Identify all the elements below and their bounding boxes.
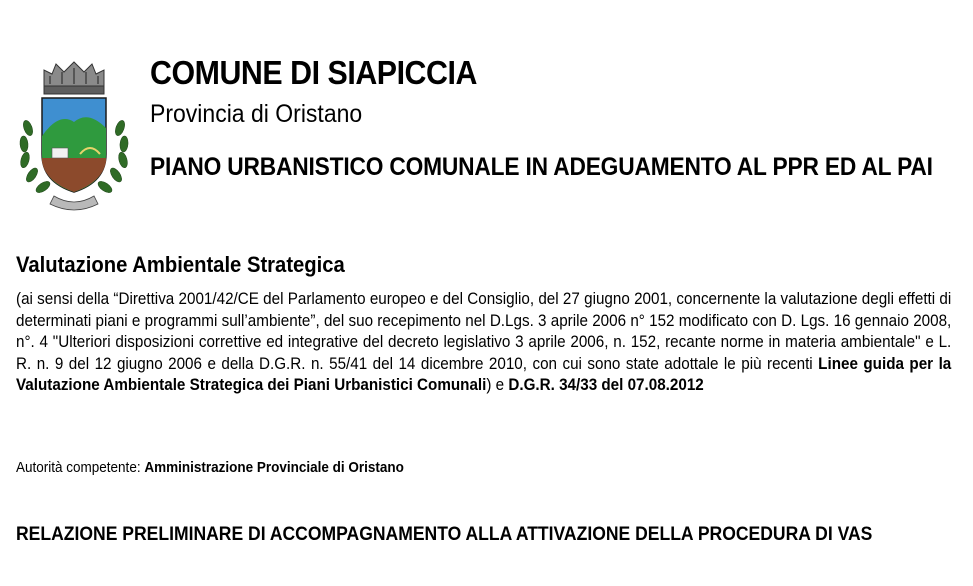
competent-authority [16, 459, 404, 476]
guidelines-reference: Linee guida per la Valutazione Ambientale Strategica dei Piani Urbanistici Comunali [16, 353, 952, 394]
report-title: RELAZIONE PRELIMINARE DI ACCOMPAGNAMENTO ALLA ATTIVAZIONE DELLA PROCEDURA DI VAS [16, 523, 873, 545]
ribbon-icon [50, 196, 98, 210]
province-subtitle: Provincia di Oristano [150, 100, 363, 128]
municipality-title: COMUNE DI SIAPICCIA [150, 54, 477, 91]
authority-value: Amministrazione Provinciale di Oristano [144, 459, 404, 476]
authority-label: Autorità competente: [16, 459, 145, 476]
shield-icon [42, 98, 106, 192]
crown-icon [44, 62, 104, 94]
dgr-reference: D.G.R. 34/33 del 07.08.2012 [508, 375, 704, 394]
plan-title: PIANO URBANISTICO COMUNALE IN ADEGUAMENTO AL PPR ED AL PAI [150, 153, 933, 181]
vas-heading: Valutazione Ambientale Strategica [16, 252, 345, 277]
legal-references-paragraph [16, 288, 951, 396]
coat-of-arms-icon [14, 58, 134, 216]
paragraph-text: (ai sensi della “Direttiva 2001/42/CE del Parlamento europeo e del Consiglio, del 27 giugno 2001, concernente la valutazione degli effetti di determinati piani e programmi sull’ambiente”, del suo recepimento nel D.Lgs. 3 aprile 2006 n° 152 modificato con D. Lgs. 16 gennaio 2008, n°. 4 "Ulteriori disposizioni correttive ed integrative del decreto legislativo 3 aprile 2006, n. 152, recante norme in materia ambientale" e L. R. n. 9 del 12 giugno 2006 e della D.G.R. n. 55/41 del 14 dicembre 2010, con cui sono state adottale le più recenti [16, 289, 952, 373]
paragraph-text-connector: ) e [486, 375, 509, 394]
